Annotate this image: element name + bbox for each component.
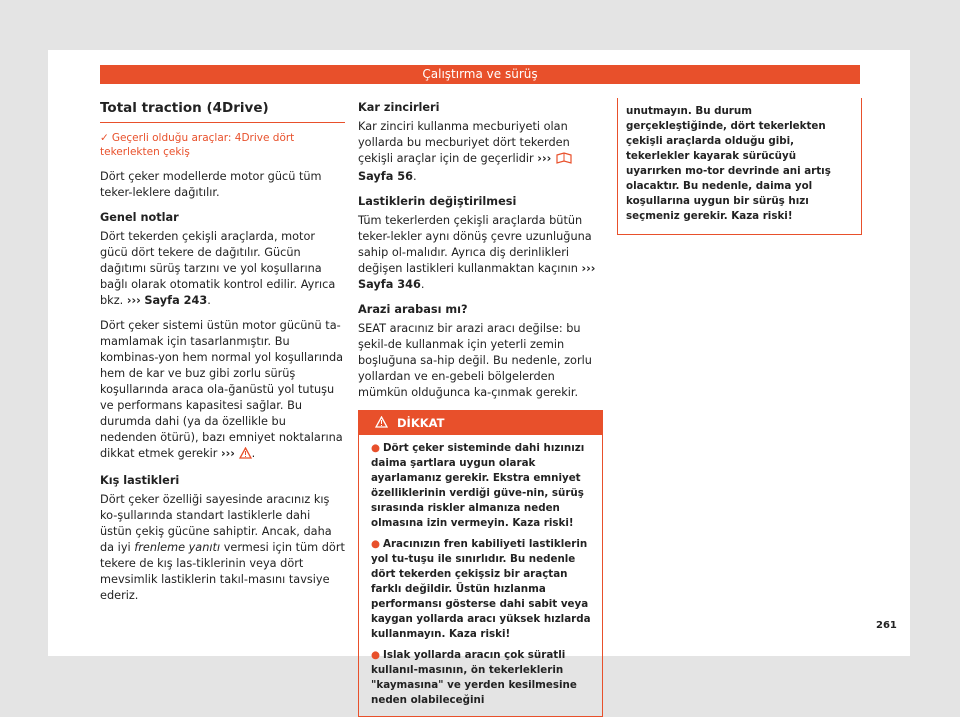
bullet-icon: ● <box>371 538 380 550</box>
general-heading: Genel notlar <box>100 211 179 224</box>
winter-text-a: Dört çeker özelliği sayesinde aracınız kış ko-şullarında standart lastiklerle dahi üstün çekiş gücüne sahiptir. Ancak, daha da iyi <box>100 493 332 554</box>
reference-arrow-icon: ››› <box>537 152 552 165</box>
page-number: 261 <box>876 620 897 631</box>
applies-text: Geçerli olduğu araçlar: 4Drive dört tekerlekten çekiş <box>100 132 295 158</box>
general-p1-text: Dört tekerden çekişli araçlarda, motor gücü dört tekere de dağıtılır. Gücün dağıtımı sürüş tarzını ve yol koşullarına bağlı olarak otomatik kontrol edilir. Ayrıca bkz. <box>100 230 336 307</box>
warning-header <box>359 411 602 435</box>
column-left <box>100 100 345 613</box>
bullet-icon: ● <box>371 649 380 661</box>
chains-heading: Kar zincirleri <box>358 101 440 114</box>
winter-text-b: vermesi için tüm dört tekere de kış las-tiklerinin veya dört mevsimlik lastiklerin takıl-masını tavsiye ederiz. <box>100 541 345 602</box>
chains-text: Kar zinciri kullanma mecburiyeti olan yollarda bu mecburiyet dört tekerden çekişli araçlar için de geçerlidir <box>358 120 570 165</box>
page-reference-link[interactable]: Sayfa 56 <box>358 170 413 183</box>
column-middle <box>358 100 603 717</box>
intro-paragraph: Dört çeker modellerde motor gücü tüm teker-leklere dağıtılır. <box>100 170 322 199</box>
warning-item: ● Islak yollarda aracın çok süratli kullanıl-masının, ön tekerleklerin "kaymasına" ve yerden kesilmesine neden olabileceğini <box>371 649 577 706</box>
offroad-heading: Arazi arabası mı? <box>358 303 468 316</box>
warning-triangle-icon[interactable] <box>239 447 252 464</box>
reference-arrow-icon: ››› <box>581 262 596 275</box>
general-paragraph-1: Dört tekerden çekişli araçlarda, motor gücü dört tekere de dağıtılır. Gücün dağıtımı sürüş tarzını ve yol koşullarına bağlı olarak otomatik kontrol edilir. Ayrıca bkz. ››› Sayfa 243. <box>100 230 336 307</box>
reference-arrow-icon: ››› <box>126 294 141 307</box>
warning-item: ● Dört çeker sisteminde dahi hızınızı daima şartlara uygun olarak ayarlamanız gerekir. Ekstra emniyet özelliklerinin verdiği güve-nin, sürüş sırasında riskler almanıza neden olmasına izin vermeyin. Kaza riski! <box>371 442 585 529</box>
page-title: Total traction (4Drive) <box>100 100 345 123</box>
warning-body <box>359 435 602 716</box>
column-right <box>617 100 862 235</box>
chains-paragraph: Kar zinciri kullanma mecburiyeti olan yollarda bu mecburiyet dört tekerden çekişli araçlar için de geçerlidir ››› Sayfa 56. <box>358 119 603 185</box>
general-p2-text: Dört çeker sistemi üstün motor gücünü ta-mamlamak için tasarlanmıştır. Bu kombinas-yon hem normal yol koşullarında hem de kar ve buz gibi zorlu sürüş koşullarında araca ola-ğanüstü yol tutuşu ve performans kapasitesi sağlar. Bu durumda dahi (ya da özellikle bu nedenden ötürü), bazı emniyet noktalarına dikkat etmek gerekir <box>100 319 344 460</box>
book-icon <box>555 152 573 169</box>
warning-triangle-icon <box>375 416 397 430</box>
general-paragraph-2: Dört çeker sistemi üstün motor gücünü ta-mamlamak için tasarlanmıştır. Bu kombinas-yon hem normal yol koşullarında hem de kar ve buz gibi zorlu sürüş koşullarında araca ola-ğanüstü yol tutuşu ve performans kapasitesi sağlar. Bu durumda dahi (ya da özellikle bu nedenden ötürü), bazı emniyet noktalarına dikkat etmek gerekir ››› . <box>100 318 345 464</box>
tyres-text: Tüm tekerlerden çekişli araçlarda bütün teker-lekler aynı dönüş çevre uzunluğuna sahip ol-malıdır. Ayrıca diş derinlikleri değişen lastikleri kullanmaktan kaçının <box>358 214 592 275</box>
check-icon: ✓ <box>100 132 109 144</box>
warning-title: DİKKAT <box>397 416 445 430</box>
applies-note <box>100 131 345 159</box>
tyres-heading: Lastiklerin değiştirilmesi <box>358 195 517 208</box>
warning-box <box>358 410 603 717</box>
page-reference-link[interactable]: Sayfa 346 <box>358 278 421 291</box>
warning-item: ● Aracınızın fren kabiliyeti lastiklerin yol tu-tuşu ile sınırlıdır. Bu nedenle dört tekerden çekişsiz bir araçtan farklı değildir. Üstün hızlanma performansı gösterse dahi sabit veya kaygan yollarda aracı yüksek hızlarda kullanmayın. Kaza riski! <box>371 538 591 640</box>
bullet-icon: ● <box>371 442 380 454</box>
tyres-paragraph: Tüm tekerlerden çekişli araçlarda bütün teker-lekler aynı dönüş çevre uzunluğuna sahip ol-malıdır. Ayrıca diş derinlikleri değişen lastikleri kullanmaktan kaçının ››› Sayfa 346. <box>358 214 596 291</box>
warning-box-continued: unutmayın. Bu durum gerçekleştiğinde, dört tekerlekten çekişli araçlarda olduğu gibi, tekerlekler kayarak sürücüyü uyarırken mo-tor devrinde ani artış olacaktır. Bu nedenle, daima yol koşullarına uygun bir sürüş hızı seçmeniz gerekir. Kaza riski! <box>617 98 862 235</box>
page-reference-link[interactable]: Sayfa 243 <box>144 294 208 307</box>
reference-arrow-icon: ››› <box>221 447 235 460</box>
section-header: Çalıştırma ve sürüş <box>100 65 860 84</box>
offroad-paragraph: SEAT aracınız bir arazi aracı değilse: bu şekil-de kullanmak için yeterli zemin boşluğuna sa-hip değil. Bu nedenle, zorlu yollardan ve en-gebeli bölgelerden mümkün olduğunca ka-çınmak gerekir. <box>358 322 592 399</box>
winter-heading: Kış lastikleri <box>100 474 180 487</box>
winter-paragraph <box>100 492 345 604</box>
winter-text-emphasis: frenleme yanıtı <box>134 541 221 554</box>
